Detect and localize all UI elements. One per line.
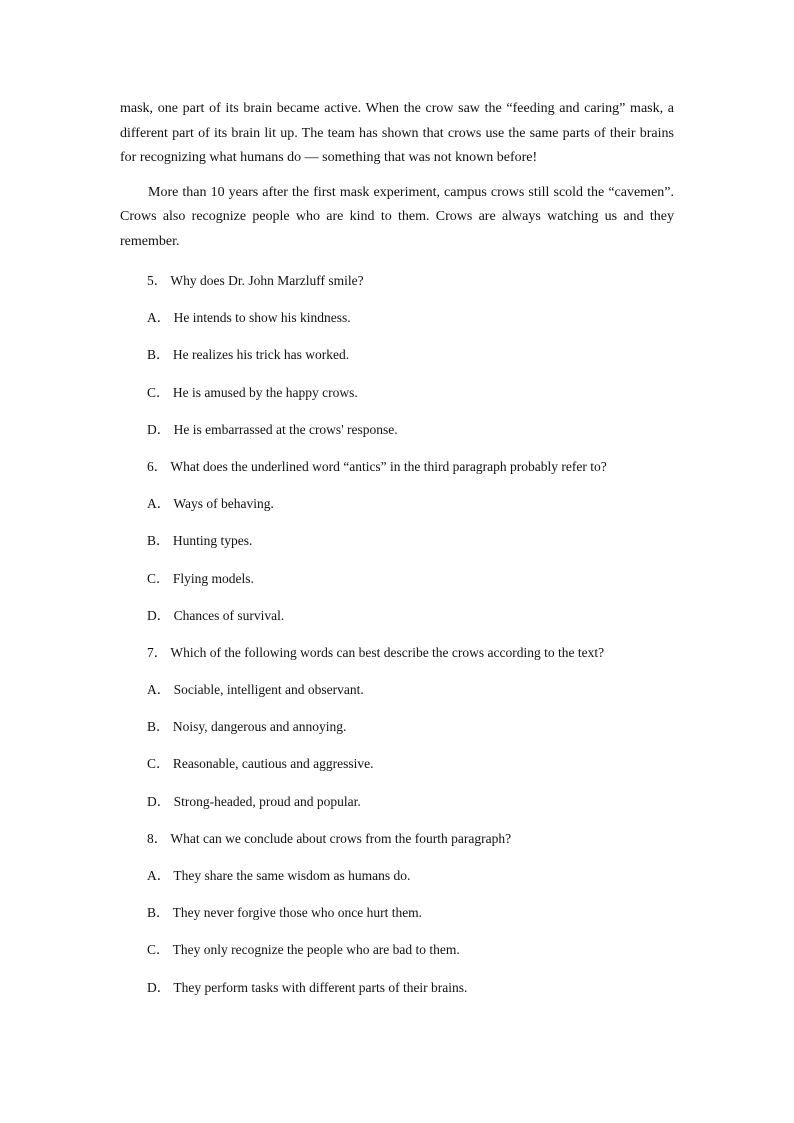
question-stem: 7． Which of the following words can best describe the crows according to the text? <box>147 644 605 660</box>
passage-paragraph-2: More than 10 years after the first mask experiment, campus crows still scold the “cavemen”. Crows also recognize people who are kind to them. Crows are always watching us and they remember. <box>120 184 674 249</box>
option-d: D． They perform tasks with different parts of their brains. <box>147 979 468 995</box>
question-list <box>120 271 674 998</box>
option-a: A． Sociable, intelligent and observant. <box>147 682 364 698</box>
option-d: D． Chances of survival. <box>147 607 285 623</box>
option-b: B． He realizes his trick has worked. <box>147 347 350 363</box>
question-8 <box>120 829 674 998</box>
question-stem: 5． Why does Dr. John Marzluff smile? <box>147 273 364 288</box>
option-a: A． Ways of behaving. <box>147 496 274 512</box>
option-c: C． Flying models. <box>147 570 254 586</box>
option-b: B． Noisy, dangerous and annoying. <box>147 719 347 735</box>
option-b: B． They never forgive those who once hurt them. <box>147 905 423 921</box>
document-page <box>120 97 674 1015</box>
option-a: A． They share the same wisdom as humans do. <box>147 868 411 883</box>
passage <box>120 97 674 254</box>
option-a: A． He intends to show his kindness. <box>147 310 351 326</box>
option-b: B． Hunting types. <box>147 533 253 549</box>
passage-paragraph-1: mask, one part of its brain became active. When the crow saw the “feeding and caring” mask, a different part of its brain lit up. The team has shown that crows use the same parts of their brains for recognizing what humans do — something that was not known before! <box>120 101 674 165</box>
question-stem: 6． What does the underlined word “antics” in the third paragraph probably refer to? <box>147 458 607 474</box>
question-7 <box>120 643 674 812</box>
question-5 <box>120 271 674 440</box>
option-c: C． They only recognize the people who are bad to them. <box>147 942 460 958</box>
question-stem: 8． What can we conclude about crows from the fourth paragraph? <box>147 830 512 846</box>
option-d: D． Strong-headed, proud and popular. <box>147 793 361 809</box>
option-c: C． He is amused by the happy crows. <box>147 384 358 400</box>
question-6 <box>120 457 674 626</box>
option-d: D． He is embarrassed at the crows' response. <box>147 421 398 437</box>
option-c: C． Reasonable, cautious and aggressive. <box>147 756 374 772</box>
